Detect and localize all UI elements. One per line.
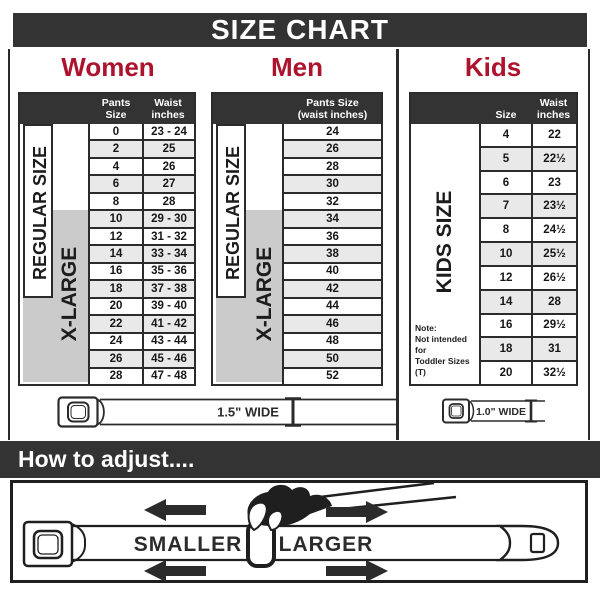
women-table-header: [20, 94, 194, 124]
women-size-labels: [20, 124, 88, 384]
table-cell: 12: [90, 229, 142, 244]
men-size-labels: [213, 124, 282, 384]
table-cell: 24½: [533, 219, 576, 241]
table-cell: 52: [284, 369, 381, 384]
kids-heading: Kids: [464, 52, 522, 82]
table-cell: 28: [144, 194, 194, 209]
table-cell: 40: [284, 264, 381, 279]
table-cell: 43 - 44: [144, 334, 194, 349]
table-cell: 29 - 30: [144, 211, 194, 226]
men-size-table: [211, 92, 383, 386]
table-cell: 26½: [533, 267, 576, 289]
table-cell: 37 - 38: [144, 281, 194, 296]
men-table-header: [213, 94, 381, 124]
kids-table-header: [411, 94, 576, 124]
smaller-label: SMALLER: [133, 533, 243, 556]
table-cell: 20: [90, 299, 142, 314]
table-cell: 4: [481, 124, 531, 146]
kids-table-body: [479, 124, 576, 384]
table-cell: 18: [481, 338, 531, 360]
larger-label: LARGER: [278, 533, 374, 556]
kids-header-waist: Waist inches: [536, 96, 571, 121]
kids-size-label: KIDS SIZE: [433, 190, 456, 294]
kids-belt-illustration: [441, 397, 549, 425]
women-header-waist: Waist inches: [151, 96, 185, 121]
table-cell: 35 - 36: [144, 264, 194, 279]
men-header-pants-size: Pants Size (waist inches): [297, 96, 368, 121]
table-cell: 26: [90, 351, 142, 366]
table-cell: 50: [284, 351, 381, 366]
table-cell: 22: [533, 124, 576, 146]
table-cell: 26: [284, 141, 381, 156]
table-cell: 10: [481, 243, 531, 265]
men-table-body: [282, 124, 381, 384]
table-cell: 44: [284, 299, 381, 314]
width-indicator-icon: [525, 401, 537, 422]
table-cell: 4: [90, 159, 142, 174]
belt-tip-hole: [531, 534, 544, 552]
seatbelt-buckle-icon: [59, 398, 104, 427]
kids-header-size: Size: [495, 108, 517, 121]
table-cell: 36: [284, 229, 381, 244]
table-cell: 0: [90, 124, 142, 139]
women-header-pants-size: Pants Size: [101, 96, 131, 121]
table-cell: 8: [481, 219, 531, 241]
table-cell: 25½: [533, 243, 576, 265]
table-cell: 26: [144, 159, 194, 174]
women-size-table: [18, 92, 196, 386]
table-cell: 34: [284, 211, 381, 226]
table-cell: 16: [481, 315, 531, 337]
table-cell: 28: [90, 369, 142, 384]
kids-section-divider: [396, 49, 399, 440]
kids-size-table: [409, 92, 578, 386]
page-title: SIZE CHART: [13, 13, 587, 47]
table-cell: 16: [90, 264, 142, 279]
table-cell: 47 - 48: [144, 369, 194, 384]
seatbelt-buckle-icon: [443, 400, 474, 423]
table-cell: 12: [481, 267, 531, 289]
kids-note: Note: Not intended for Toddler Sizes (T): [415, 322, 470, 377]
men-regular-label: REGULAR SIZE: [223, 146, 243, 281]
women-xlarge-label: X-LARGE: [58, 246, 81, 342]
table-cell: 29½: [533, 315, 576, 337]
right-border: [588, 49, 590, 440]
table-cell: 22½: [533, 148, 576, 170]
men-xlarge-label: X-LARGE: [253, 246, 276, 342]
table-cell: 28: [533, 291, 576, 313]
table-cell: 2: [90, 141, 142, 156]
table-cell: 23 - 24: [144, 124, 194, 139]
table-cell: 45 - 46: [144, 351, 194, 366]
how-to-adjust-heading: How to adjust....: [0, 441, 600, 478]
table-cell: 33 - 34: [144, 246, 194, 261]
adjustment-diagram: [10, 480, 588, 583]
table-cell: 31 - 32: [144, 229, 194, 244]
table-cell: 8: [90, 194, 142, 209]
table-cell: 22: [90, 316, 142, 331]
left-border: [8, 49, 10, 440]
table-cell: 48: [284, 334, 381, 349]
table-cell: 32: [284, 194, 381, 209]
men-heading: Men: [271, 52, 323, 82]
women-heading: Women: [61, 52, 155, 82]
table-cell: 23: [533, 172, 576, 194]
women-regular-label: REGULAR SIZE: [30, 146, 50, 281]
table-cell: 32½: [533, 362, 576, 384]
women-table-body: [88, 124, 194, 384]
table-cell: 39 - 40: [144, 299, 194, 314]
table-cell: 41 - 42: [144, 316, 194, 331]
kids-belt-width-label: 1.0" WIDE: [476, 406, 526, 418]
table-cell: 18: [90, 281, 142, 296]
table-cell: 6: [90, 176, 142, 191]
table-cell: 23½: [533, 195, 576, 217]
table-cell: 6: [481, 172, 531, 194]
table-cell: 46: [284, 316, 381, 331]
table-cell: 42: [284, 281, 381, 296]
table-cell: 14: [90, 246, 142, 261]
adult-belt-illustration: [56, 394, 398, 430]
kids-size-labels: [411, 124, 479, 384]
table-cell: 30: [284, 176, 381, 191]
table-cell: 25: [144, 141, 194, 156]
women-regular-band: [23, 124, 53, 298]
table-cell: 20: [481, 362, 531, 384]
table-cell: 7: [481, 195, 531, 217]
table-cell: 38: [284, 246, 381, 261]
table-cell: 24: [284, 124, 381, 139]
table-cell: 24: [90, 334, 142, 349]
men-regular-band: [216, 124, 246, 298]
table-cell: 27: [144, 176, 194, 191]
table-cell: 28: [284, 159, 381, 174]
table-cell: 14: [481, 291, 531, 313]
adult-belt-width-label: 1.5" WIDE: [217, 404, 279, 420]
table-cell: 31: [533, 338, 576, 360]
width-indicator-icon: [285, 399, 301, 426]
table-cell: 10: [90, 211, 142, 226]
table-cell: 5: [481, 148, 531, 170]
